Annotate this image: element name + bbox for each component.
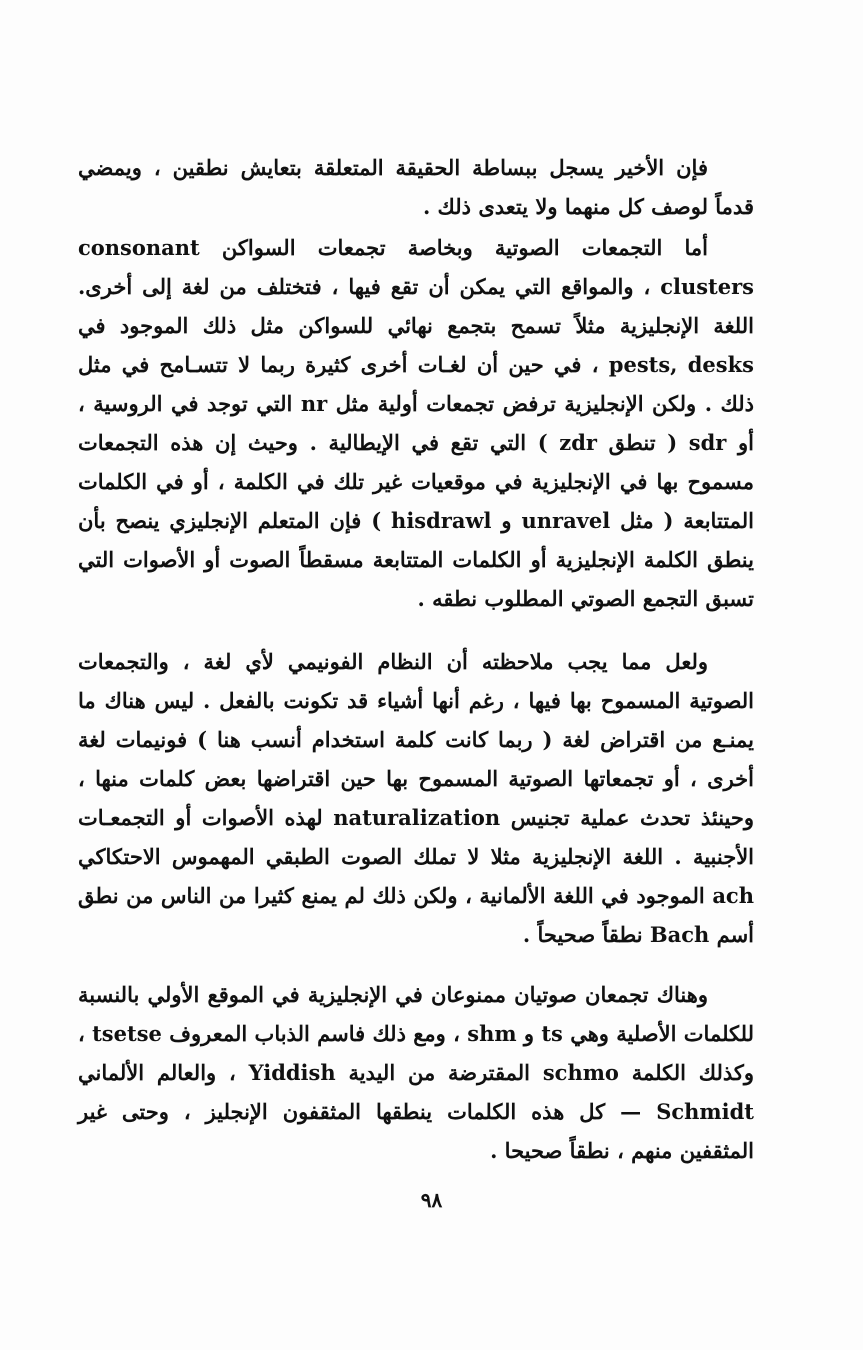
text-block-2 [78, 228, 754, 618]
paragraph-3: ولعل مما يجب ملاحظته أن النظام الفونيمي لأي لغة ، والتجمعات الصوتية المسموح بها فيها ، رغم أنها أشياء قد تكونت بالفعل . ليس هناك ما يمنـع من اقتراض لغة ( ربما كانت كلمة استخدام أنسب هنا ) فونيمات لغة أخرى ، أو تجمعاتها الصوتية المسموح بها حين اقتراضها بعض كلمات منها ، وحينئذ تحدث عملية تجنيس naturalization لهذه الأصوات أو التجمعـات الأجنبية . اللغة الإنجليزية مثلا لا تملك الصوت الطبقي المهموس الاحتكاكي ach الموجود في اللغة الألمانية ، ولكن ذلك لم يمنع كثيرا من الناس من نطق أسم Bach نطقاً صحيحاً . [78, 649, 754, 947]
paragraph-1: فإن الأخير يسجل ببساطة الحقيقة المتعلقة بتعايش نطقين ، ويمضي قدماً لوصف كل منهما ولا يتعدى ذلك . [78, 155, 754, 219]
paragraph-4: وهناك تجمعان صوتيان ممنوعان في الإنجليزية في الموقع الأولي بالنسبة للكلمات الأصلية وهي ts و shm ، ومع ذلك فاسم الذباب المعروف tsetse ، وكذلك الكلمة schmo المقترضة من اليدية Yiddish ، والعالم الألماني Schmidt — كل هذه الكلمات ينطقها المثقفون الإنجليز ، وحتى غير المثقفين منهم ، نطقاً صحيحا . [78, 982, 754, 1163]
text-block-4 [78, 975, 754, 1170]
text-block-3 [78, 642, 754, 954]
text-block-1 [78, 148, 754, 226]
page-number: ٩٨ [420, 1188, 443, 1212]
paragraph-2: أما التجمعات الصوتية وبخاصة تجمعات السواكن consonant clusters ، والمواقع التي يمكن أن تقع فيها ، فتختلف من لغة إلى أخرى. اللغة الإنجليزية مثلاً تسمح بتجمع نهائي للسواكن مثل ذلك الموجود في pests, desks ، في حين أن لغـات أخرى كثيرة ربما لا تتسـامح في مثل ذلك . ولكن الإنجليزية ترفض تجمعات أولية مثل nr التي توجد في الروسية ، أو sdr ( تنطق zdr ) التي تقع في الإيطالية . وحيث إن هذه التجمعات مسموح بها في الإنجليزية في موقعيات غير تلك في الكلمة ، أو في الكلمات المتتابعة ( مثل unravel و hisdrawl ) فإن المتعلم الإنجليزي ينصح بأن ينطق الكلمة الإنجليزية أو الكلمات المتتابعة مسقطاً الصوت أو الأصوات التي تسبق التجمع الصوتي المطلوب نطقه . [78, 235, 754, 611]
